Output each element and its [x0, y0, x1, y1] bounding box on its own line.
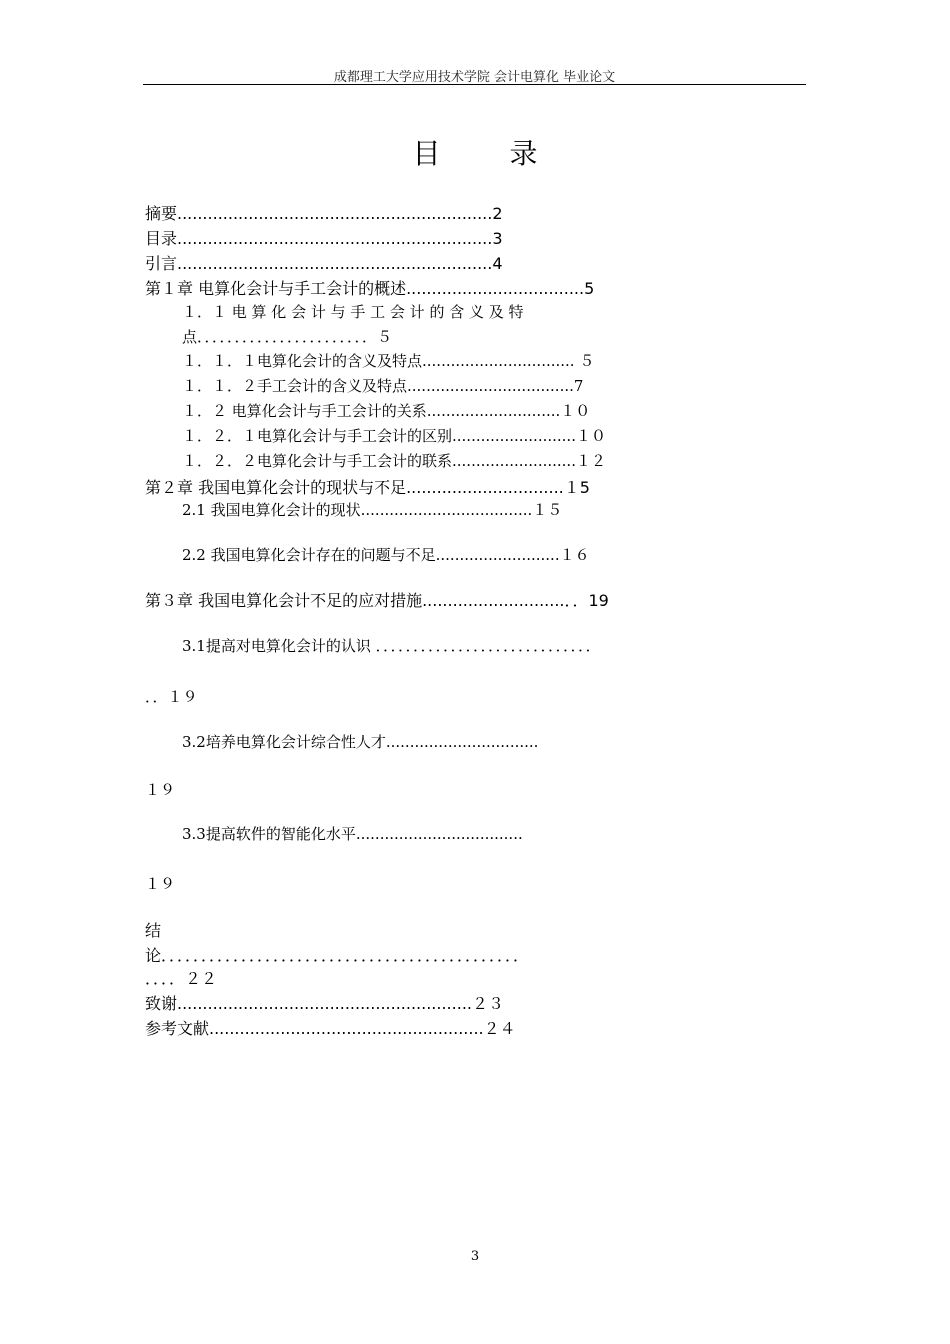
- toc-entry-1-2-2: １．２．２电算化会计与手工会计的联系..........................１２: [182, 452, 606, 470]
- toc-entry-conclusion-line2: 论．．．．．．．．．．．．．．．．．．．．．．．．．．．．．．．．．．．．．．．．．．．．．: [145, 946, 530, 965]
- toc-title: 目 录: [412, 137, 568, 170]
- toc-entry-chapter-1: 第１章 电算化会计与手工会计的概述...................................5: [145, 279, 595, 298]
- toc-entry-introduction: 引言..............................................................4: [145, 254, 503, 273]
- toc-entry-contents: 目录..............................................................3: [145, 229, 503, 248]
- toc-entry-2-2: 2.2 我国电算化会计存在的问题与不足..........................１６: [182, 546, 590, 564]
- running-header: 成都理工大学应用技术学院 会计电算化 毕业论文: [333, 70, 616, 85]
- toc-entry-1-1-line1: １．１ 电 算 化 会 计 与 手 工 会 计 的 含 义 及 特: [182, 303, 524, 321]
- toc-entry-references: 参考文献......................................................２４: [145, 1019, 516, 1038]
- toc-entry-3-3: 3.3提高软件的智能化水平...................................: [182, 825, 523, 843]
- toc-entry-3-3-page: １９: [145, 875, 176, 893]
- page-number: 3: [470, 1249, 480, 1264]
- toc-entry-conclusion-page: ．．．．２２: [145, 969, 218, 988]
- toc-entry-2-1: 2.1 我国电算化会计的现状....................................１５: [182, 501, 563, 519]
- toc-entry-abstract: 摘要..............................................................2: [145, 204, 503, 223]
- toc-entry-conclusion-line1: 结: [145, 921, 162, 940]
- toc-entry-1-2-1: １．２．１电算化会计与手工会计的区别..........................１０: [182, 427, 606, 445]
- header-rule: [143, 84, 806, 85]
- toc-entry-1-2: １．２ 电算化会计与手工会计的关系............................１０: [182, 402, 591, 420]
- toc-entry-chapter-3: 第３章 我国电算化会计不足的应对措施............................．．19: [145, 591, 609, 610]
- toc-entry-chapter-2: 第２章 我国电算化会计的现状与不足...............................１5: [145, 478, 590, 497]
- toc-entry-1-1-2: １．１．２手工会计的含义及特点...................................7: [182, 377, 584, 395]
- toc-entry-3-2-page: １９: [145, 781, 176, 799]
- toc-entry-1-1-line2: 点．．．．．．．．．．．．．．．．．．．．．．．５: [182, 328, 393, 346]
- toc-entry-acknowledgements: 致谢..........................................................２３: [145, 994, 504, 1013]
- toc-entry-3-1: 3.1提高对电算化会计的认识 ．．．．．．．．．．．．．．．．．．．．．．．．．．．．．: [182, 637, 601, 655]
- toc-entry-3-2: 3.2培养电算化会计综合性人才................................: [182, 733, 539, 751]
- toc-entry-1-1-1: １．１．１电算化会计的含义及特点................................ ５: [182, 352, 595, 370]
- toc-entry-3-1-page: ．．１９: [145, 688, 198, 706]
